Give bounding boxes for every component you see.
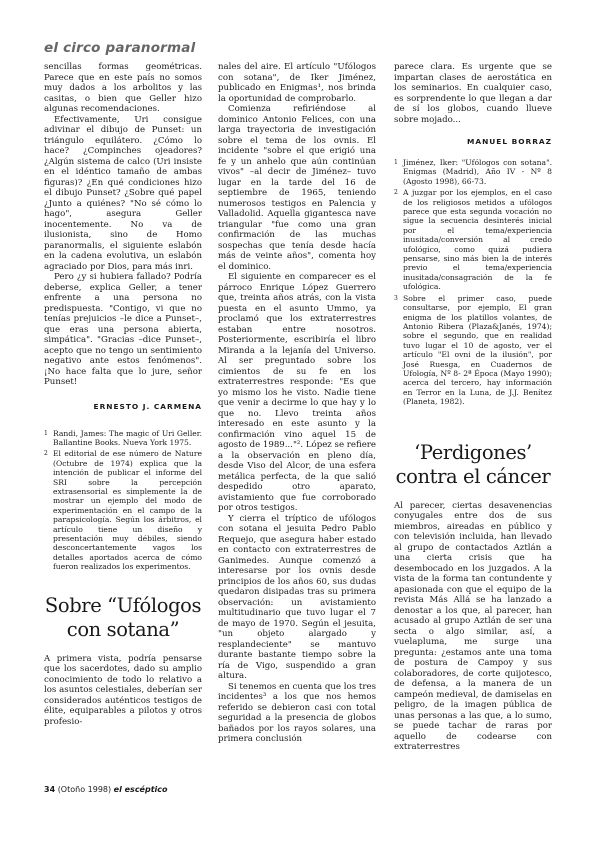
paragraph: Al parecer, ciertas desavenencias conyugales entre dos de sus miembros, aireadas en público y con televisión incluida, han llevado al grupo de contactados Aztlán a una cierta crisis que ha desembocado en los juzgados. A la vista de la forma tan contundente y apasionada con que el equipo de la revista Más Allá se ha lanzado a denostar a los que, al parecer, han acusado al grupo Aztlán de ser una secta o algo similar, así, a vuelapluma, me surge una pregunta: ¿estamos ante una toma de postura de Campoy y sus colaboradores, de corte quijotesco, de defensa, a la manera de un campeón medieval, de damiselas en peligro, de la imagen pública de unas personas a las que, a lo sumo, se puede tachar de raras por aquello de codearse con extraterrestres: [394, 500, 552, 753]
footnotes-3: [394, 158, 552, 407]
column-1-body: [44, 62, 202, 388]
magazine-name: el escéptico: [113, 785, 168, 794]
footnote: [44, 429, 202, 448]
footnote: [394, 158, 552, 186]
footnote-text: Randi, James: The magic of Uri Geller. Ballantine Books. Nueva York 1975.: [53, 428, 202, 447]
paragraph: nales del aire. El artículo "Ufólogos con sotana", de Iker Jiménez, publicado en Enigmas¹, nos brinda la oportunidad de comprobarlo.: [218, 62, 376, 104]
section-header: el circo paranormal: [44, 40, 196, 56]
paragraph: Si tenemos en cuenta que los tres incidentes³ a los que nos hemos referido se debieron casi con total seguridad a la presencia de globos bañados por los rayos solares, una primera conclusión: [218, 681, 376, 744]
column-1: [44, 62, 202, 727]
column-2-body: [218, 62, 376, 745]
section-title-perdigones: ‘Perdigones’ contra el cáncer: [395, 440, 551, 488]
section-title-ufologos: Sobre “Ufólogos con sotana”: [44, 593, 202, 641]
issue-date: (Otoño 1998): [57, 785, 112, 794]
footnote-text: A juzgar por los ejemplos, en el caso de los religiosos metidos a ufólogos parece que esta segunda vocación no sigue la secuencia desinterés inicial por el tema/experiencia inusitada/conversión al credo ufológico, como quizá pudiera pensarse, sino más bien la de interés previo el tema/experiencia inusitada/consagración de la fe ufológica.: [403, 188, 552, 292]
paragraph: Y cierra el tríptico de ufólogos con sotana el jesuita Pedro Pablo Requejo, que asegura haber estado en contacto con extraterrestres de Ganimedes. Aunque comenzó a interesarse por los ovnis desde principios de los años 60, sus dudas quedaron disipadas tras su primera observación: un avistamiento multitudinario que tuvo lugar el 7 de mayo de 1970. Según el jesuita, "un objeto alargado y resplandeciente" se mantuvo durante bastante tiempo sobre la ría de Vigo, suspendido a gran altura.: [218, 513, 376, 681]
footnote-number: 3: [394, 294, 398, 302]
footnote-number: 1: [44, 429, 48, 437]
paragraph: sencillas formas geométricas. Parece que en este país no somos muy dados a los arbolitos y las casitas, o bien que Geller hizo algunas recomendaciones.: [44, 62, 202, 114]
paragraph: Efectivamente, Uri consigue adivinar el dibujo de Punset: un triángulo equilátero. ¿Cómo lo hace? ¿Compinches ojeadores? ¿Algún sistema de calco (Uri insiste en el idéntico tamaño de ambas figuras)? ¿En qué condiciones hizo el dibujo Punset? ¿Sobre qué papel ¿Junto a quiénes? "No sé cómo lo hago", asegura Geller inocentemente. No va de ilusionista, sino de Homo paranormalis, el siguiente eslabón en la cadena evolutiva, un eslabón agraciado por Dios, para más inri.: [44, 114, 202, 272]
paragraph: parece clara. Es urgente que se impartan clases de aerostática en los seminarios. En cualquier caso, es sorprendente lo que llegan a dar de sí los globos, cuando llueve sobre mojado...: [394, 62, 552, 125]
column-3: [394, 62, 552, 753]
paragraph: A primera vista, podría pensarse que los sacerdotes, dado su amplio conocimiento de todo lo relativo a los asuntos celestiales, deberían ser considerados auténticos testigos de élite, equiparables a pilotos y otros profesio-: [44, 653, 202, 727]
footnote-number: 2: [44, 450, 48, 458]
byline-carmena: ERNESTO J. CARMENA: [93, 401, 202, 411]
footnote-number: 2: [394, 189, 398, 197]
paragraph: Comienza refiriéndose al dominico Antonio Felices, con una larga trayectoria de investigación sobre el tema de los ovnis. El incidente "sobre el que erigió una fe y un anhelo que aún continúan vivos" –al decir de Jiménez– tuvo lugar en la tarde del 16 de septiembre de 1965, teniendo numerosos testigos en Palencia y Valladolid. Aquella gigantesca nave triangular "fue como una gran confirmación de las muchas sospechas que tenía desde hacía más de veinte años", comenta hoy el dominico.: [218, 104, 376, 272]
paragraph: El siguiente en comparecer es el párroco Enrique López Guerrero que, treinta años atrás, con la vista puesta en el asunto Ummo, ya proclamó que los extraterrestres estaban entre nosotros. Posteriormente, escribiría el libro Miranda a la lejanía del Universo. Al ser preguntado sobre los cimientos de su fe en los extraterrestres responde: "Es que yo mismo los he visto. Nadie tiene que venir a decirme lo que hay y lo que no. Llevo treinta años interesado en este asunto y la confirmación vino aquel 15 de agosto de 1989..."². López se refiere a la observación en pleno día, desde Viso del Alcor, de una esfera metálica perfecta, de la que salió despedido otro aparato, avistamiento que fue corroborado por otros testigos.: [218, 272, 376, 513]
section-body: [394, 501, 552, 753]
footnote-number: 1: [394, 159, 398, 166]
footnote: [394, 294, 552, 407]
column-3-body: [394, 62, 552, 125]
paragraph: Pero ¿y si hubiera fallado? Podría deberse, explica Geller, a tener enfrente a una persona no predispuesta. "Contigo, vi que no tenías prejuicios –le dice a Punset–, que eras una persona abierta, simpática". "Gracias –dice Punset–, acepto que no tengo un sentimiento negativo ante estos fenómenos". ¡No hace falta que lo jure, señor Punset!: [44, 272, 202, 387]
section-body: [44, 654, 202, 728]
footnote-text: Sobre el primer caso, puede consultarse, por ejemplo, El gran enigma de los platillos volantes, de Antonio Ribera (Plaza&Janés, 1974); sobre el segundo, que en realidad tuvo lugar el 10 de agosto, ver el artículo "El ovni de la ilusión", por José Ruesga, en Cuadernos de Ufología, Nº 8- 2ª Época (Mayo 1990); acerca del tercero, hay información en Terror en la Luna, de J.J. Benítez (Planeta, 1982).: [403, 293, 552, 407]
footnote: [44, 449, 202, 571]
column-2: [218, 62, 376, 745]
footnote: [394, 188, 552, 291]
footnote-text: El editorial de ese número de Nature (Octubre de 1974) explica que la intención de publicar el informe del SRI sobre la percepción extrasensorial es simplemente la de mostrar un ejemplo del modo de experimentación en el campo de la parapsicología. Según los árbitros, el artículo tiene un diseño y presentación muy débiles, siendo desconcertantemente vagos los detalles aportados acerca de cómo fueron realizados los experimentos.: [53, 449, 202, 572]
byline-borraz: MANUEL BORRAZ: [467, 137, 552, 146]
footnotes-1: [44, 429, 202, 572]
footnote-text: Jiménez, Iker: "Ufólogos con sotana". Enigmas (Madrid), Año IV - Nº 8 (Agosto 1998), 66-73.: [403, 158, 552, 186]
page-footer: [44, 785, 168, 794]
page-number: 34: [44, 785, 56, 794]
